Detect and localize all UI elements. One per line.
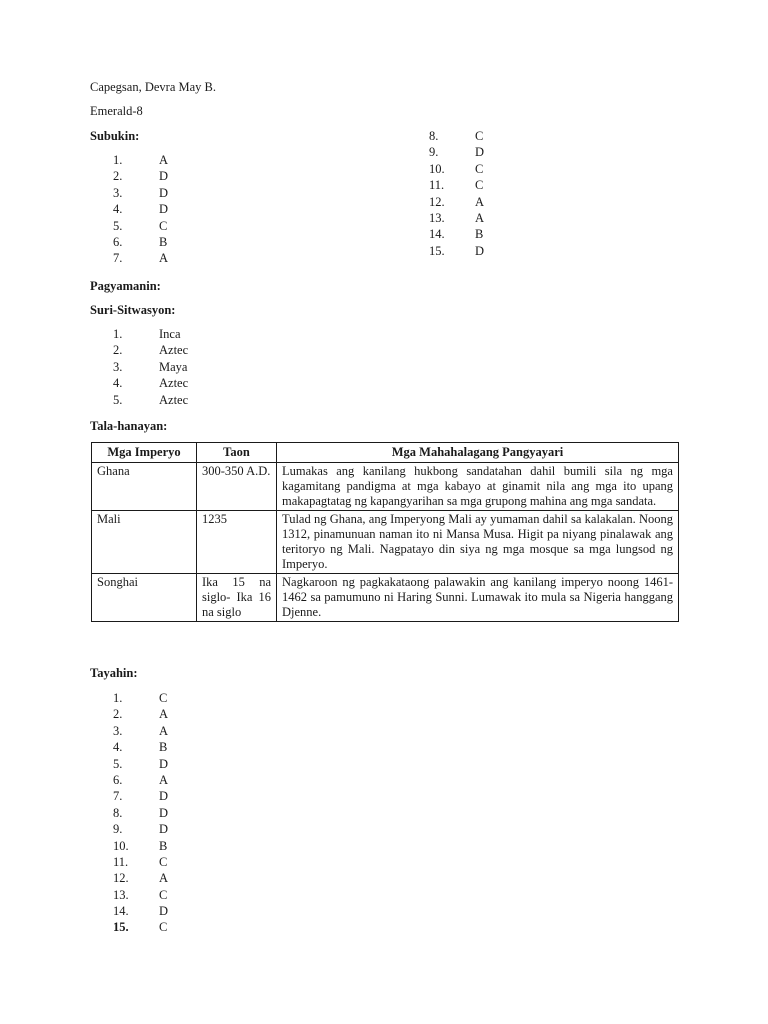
subukin-heading: Subukin: [90,129,140,143]
item-number: 7. [113,789,123,804]
item-answer: B [475,227,484,242]
item-answer: C [159,691,168,705]
item-number: 11. [429,178,445,193]
header-imperyo: Mga Imperyo [92,443,197,463]
list-item [113,903,168,919]
item-answer: B [159,234,168,249]
item-answer: A [159,871,169,886]
list-item [113,838,168,854]
item-answer: A [475,210,485,225]
item-number: 12. [429,194,445,209]
item-answer: Maya [159,359,188,374]
cell-imperyo: Songhai [92,574,197,622]
header-pangyayari: Mga Mahahalagang Pangyayari [277,443,679,463]
list-item [113,218,168,234]
item-answer: D [159,789,169,804]
item-answer: C [475,161,484,176]
list-item [113,772,168,788]
item-answer: D [159,756,169,771]
list-item [113,185,168,201]
item-number: 9. [429,145,439,160]
item-answer: D [475,243,485,258]
item-number: 15. [113,920,129,935]
list-item [113,739,168,755]
cell-pangyayari: Lumakas ang kanilang hukbong sandatahan dahil bumili sila ng mga kagamitang pandigma at mga kabayo at ginamit nila ang mga ito upang makapagtatag ng kapangyarihan sa mga grupong mahina ang mga sandata. [277,463,679,511]
item-number: 4. [113,740,123,755]
item-number: 3. [113,723,123,738]
item-number: 13. [429,210,445,225]
item-number: 10. [113,838,129,853]
cell-imperyo: Mali [92,511,197,574]
item-answer: C [159,920,168,935]
subukin-answers-col2 [429,128,484,259]
list-item [429,210,484,226]
student-name: Capegsan, Devra May B. [90,80,217,94]
item-number: 8. [429,129,439,143]
item-number: 5. [113,756,123,771]
item-number: 10. [429,161,445,176]
list-item [429,161,484,177]
cell-pangyayari: Tulad ng Ghana, ang Imperyong Mali ay yumaman dahil sa kalakalan. Noong 1312, pinamunuan naman ito ni Mansa Musa. Higit pa niyang pinalawak ang teritoryo ng Mali. Nagpatayo din siya ng mga mosque sa mga lungsod ng Imperyo. [277,511,679,574]
list-item [113,690,168,706]
item-number: 14. [429,227,445,242]
table-header-row [92,443,679,463]
list-item [113,870,168,886]
list-item [113,375,188,391]
list-item [429,194,484,210]
list-item [113,359,188,375]
item-number: 4. [113,202,123,217]
item-answer: D [159,904,169,919]
tayahin-answers [113,690,168,936]
item-answer: A [159,772,169,787]
tala-hanayan-table [91,442,679,622]
table-row [92,574,679,622]
list-item [429,226,484,242]
item-number: 2. [113,169,123,184]
list-item [429,243,484,259]
list-item [113,854,168,870]
item-answer: A [159,153,169,167]
item-answer: A [159,707,169,722]
list-item [429,128,484,144]
header-taon: Taon [197,443,277,463]
list-item [113,342,188,358]
list-item [113,756,168,772]
cell-taon: 1235 [197,511,277,574]
item-number: 5. [113,218,123,233]
item-answer: C [159,854,168,869]
list-item [113,250,168,266]
cell-pangyayari: Nagkaroon ng pagkakataong palawakin ang kanilang imperyo noong 1461-1462 sa pamumuno ni Haring Sunni. Lumawak ito mula sa Nigeria hanggang Djenne. [277,574,679,622]
item-number: 13. [113,887,129,902]
list-item [113,168,168,184]
item-answer: B [159,740,168,755]
tala-heading: Tala-hanayan: [90,419,168,433]
cell-imperyo: Ghana [92,463,197,511]
item-number: 9. [113,822,123,837]
list-item [113,392,188,408]
item-answer: B [159,838,168,853]
list-item [113,152,168,168]
cell-taon: 300-350 A.D. [197,463,277,511]
item-number: 7. [113,251,123,266]
item-number: 1. [113,691,123,705]
item-answer: D [159,202,169,217]
item-answer: D [159,185,169,200]
item-number: 6. [113,772,123,787]
pagyamanin-heading: Pagyamanin: [90,279,161,293]
item-answer: A [159,251,169,266]
item-number: 15. [429,243,445,258]
list-item [113,821,168,837]
item-number: 6. [113,234,123,249]
item-answer: C [475,178,484,193]
table-row [92,463,679,511]
item-number: 1. [113,327,123,341]
list-item [429,177,484,193]
cell-taon: Ika 15 na siglo- Ika 16 na siglo [197,574,277,622]
list-item [113,706,168,722]
item-number: 3. [113,359,123,374]
item-answer: Aztec [159,392,189,407]
item-number: 14. [113,904,129,919]
item-number: 11. [113,854,129,869]
item-answer: D [159,805,169,820]
list-item [113,201,168,217]
list-item [113,326,188,342]
suri-heading: Suri-Sitwasyon: [90,303,176,317]
tayahin-heading: Tayahin: [90,666,138,680]
item-answer: A [159,723,169,738]
student-section: Emerald-8 [90,104,143,118]
item-answer: C [159,887,168,902]
list-item [113,887,168,903]
table-row [92,511,679,574]
item-answer: C [475,129,484,143]
list-item [113,234,168,250]
item-number: 5. [113,392,123,407]
item-answer: Aztec [159,343,189,358]
item-answer: D [159,822,169,837]
item-number: 1. [113,153,123,167]
item-number: 8. [113,805,123,820]
item-number: 3. [113,185,123,200]
list-item [113,919,168,935]
item-number: 4. [113,376,123,391]
item-answer: D [475,145,485,160]
subukin-answers-col1 [113,152,168,267]
item-answer: D [159,169,169,184]
item-number: 2. [113,343,123,358]
item-answer: C [159,218,168,233]
item-number: 12. [113,871,129,886]
list-item [113,723,168,739]
suri-answers [113,326,188,408]
list-item [113,805,168,821]
item-answer: Aztec [159,376,189,391]
list-item [429,144,484,160]
item-answer: Inca [159,327,181,341]
item-answer: A [475,194,485,209]
list-item [113,788,168,804]
item-number: 2. [113,707,123,722]
